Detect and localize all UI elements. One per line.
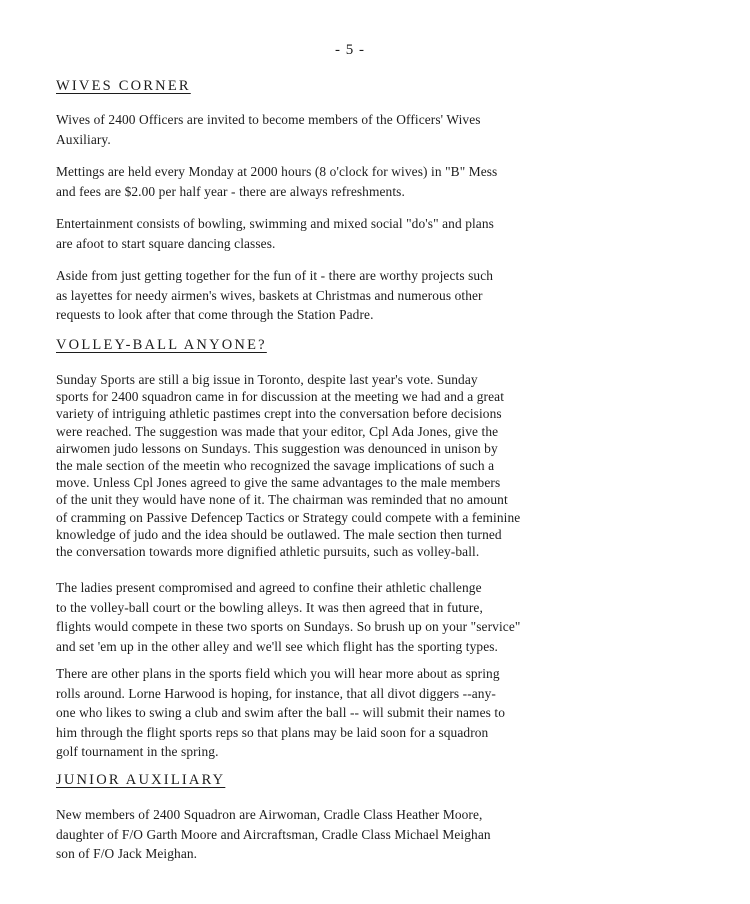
text-line: The ladies present compromised and agreed to confine their athletic challenge: [56, 580, 482, 595]
text-line: the male section of the meetin who recognized the savage implications of such a: [56, 457, 495, 473]
text-line: move. Unless Cpl Jones agreed to give the same advantages to the male members: [56, 475, 501, 491]
section-heading-junior-auxiliary: JUNIOR AUXILIARY: [56, 772, 226, 788]
text-line: requests to look after that come through the Station Padre.: [56, 307, 374, 322]
text-line: variety of intriguing athletic pastimes crept into the conversation before decisions: [56, 406, 502, 422]
text-line: Auxiliary.: [56, 131, 111, 147]
text-line: him through the flight sports reps so that plans may be laid soon for a squadron: [56, 724, 489, 740]
paragraph-ladies-compromise: [56, 578, 720, 656]
text-line: of cramming on Passive Defencep Tactics or Strategy could compete with a feminine: [56, 509, 521, 525]
text-line: one who likes to swing a club and swim after the ball -- will submit their names to: [56, 705, 505, 720]
text-line: sports for 2400 squadron came in for discussion at the meeting we had and a great: [56, 389, 505, 405]
text-line: the conversation towards more dignified athletic pursuits, such as volley-ball.: [56, 543, 480, 559]
paragraph-golf-plans: [56, 664, 720, 762]
text-line: rolls around. Lorne Harwood is hoping, for instance, that all divot diggers --any-: [56, 685, 496, 701]
section-heading-wives-corner: WIVES CORNER: [56, 78, 191, 94]
text-line: Mettings are held every Monday at 2000 hours (8 o'clock for wives) in "B" Mess: [56, 164, 498, 179]
text-line: airwomen judo lessons on Sundays. This suggestion was denounced in unison by: [56, 440, 498, 456]
page-number: - 5 -: [335, 42, 365, 58]
paragraph-projects: [56, 266, 720, 325]
text-line: There are other plans in the sports field which you will hear more about as spring: [56, 666, 500, 681]
paragraph-new-members: [56, 805, 720, 864]
paragraph-wives-invitation: [56, 110, 720, 150]
text-line: golf tournament in the spring.: [56, 744, 219, 759]
text-line: are afoot to start square dancing classes.: [56, 235, 276, 251]
section-heading-volley-ball: VOLLEY-BALL ANYONE?: [56, 337, 267, 353]
text-line: Aside from just getting together for the fun of it - there are worthy projects such: [56, 268, 494, 283]
text-line: daughter of F/O Garth Moore and Aircraftsman, Cradle Class Michael Meighan: [56, 826, 491, 842]
paragraph-sunday-sports: [56, 371, 720, 560]
text-line: were reached. The suggestion was made that your editor, Cpl Ada Jones, give the: [56, 423, 499, 439]
text-line: Entertainment consists of bowling, swimming and mixed social "do's" and plans: [56, 216, 494, 231]
paragraph-meetings: [56, 162, 720, 202]
text-line: as layettes for needy airmen's wives, baskets at Christmas and numerous other: [56, 287, 483, 303]
text-line: and set 'em up in the other alley and we'll see which flight has the sporting types.: [56, 638, 498, 654]
text-line: of the unit they would have none of it. The chairman was reminded that no amount: [56, 492, 508, 508]
text-line: Wives of 2400 Officers are invited to become members of the Officers' Wives: [56, 112, 481, 127]
text-line: knowledge of judo and the idea should be outlawed. The male section then turned: [56, 526, 502, 542]
text-line: and fees are $2.00 per half year - there are always refreshments.: [56, 183, 405, 199]
text-line: son of F/O Jack Meighan.: [56, 846, 198, 861]
text-line: flights would compete in these two sports on Sundays. So brush up on your "service": [56, 619, 521, 634]
text-line: Sunday Sports are still a big issue in Toronto, despite last year's vote. Sunday: [56, 372, 478, 387]
text-line: New members of 2400 Squadron are Airwoman, Cradle Class Heather Moore,: [56, 807, 483, 822]
text-line: to the volley-ball court or the bowling alleys. It was then agreed that in future,: [56, 599, 483, 615]
paragraph-entertainment: [56, 214, 720, 254]
